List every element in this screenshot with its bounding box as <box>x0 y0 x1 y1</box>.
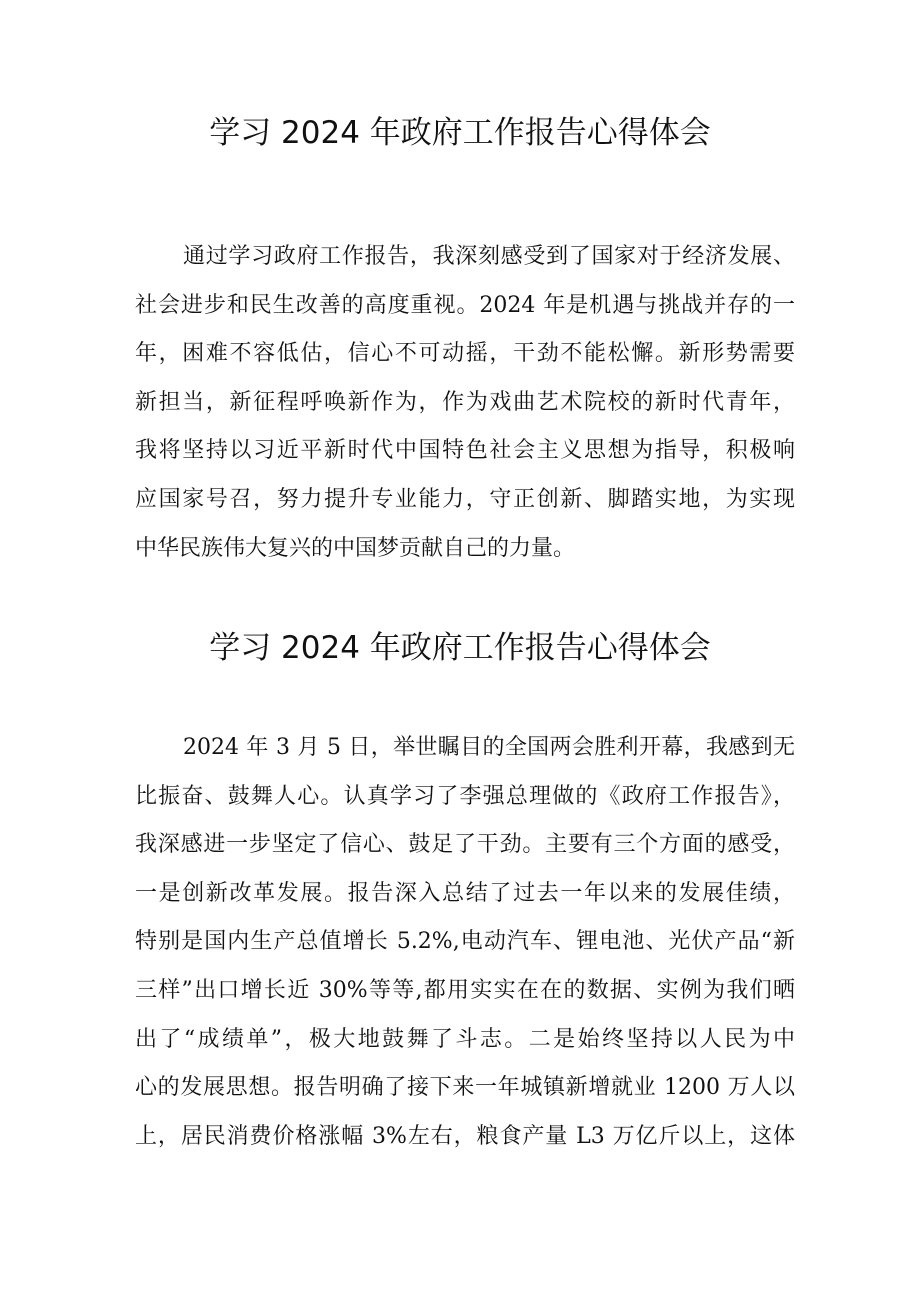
paragraph-line: 年，困难不容低估，信心不可动摇，干劲不能松懈。新形势需要 <box>135 341 795 367</box>
paragraph <box>135 724 795 1161</box>
paragraph-line: 新担当，新征程呼唤新作为，作为戏曲艺术院校的新时代青年， <box>135 389 795 415</box>
paragraph-line: 应国家号召，努力提升专业能力，守正创新、脚踏实地，为实现 <box>135 486 795 512</box>
paragraph-line: 通过学习政府工作报告，我深刻感受到了国家对于经济发展、 <box>183 244 795 269</box>
section-title: 学习 2024 年政府工作报告心得体会 <box>209 115 711 151</box>
paragraph-line: 社会进步和民生改善的高度重视。2024 年是机遇与挑战并存的一 <box>135 292 795 318</box>
paragraph-line: 我深感进一步坚定了信心、鼓足了干劲。主要有三个方面的感受， <box>135 832 795 858</box>
paragraph-line: 特别是国内生产总值增长 5.2%,电动汽车、锂电池、光伏产品“新 <box>135 929 795 955</box>
paragraph-line: 我将坚持以习近平新时代中国特色社会主义思想为指导，积极响 <box>135 438 795 464</box>
paragraph-line: 一是创新改革发展。报告深入总结了过去一年以来的发展佳绩， <box>135 880 795 906</box>
section-title: 学习 2024 年政府工作报告心得体会 <box>209 630 711 666</box>
paragraph-line: 比振奋、鼓舞人心。认真学习了李强总理做的《政府工作报告》， <box>135 783 795 809</box>
paragraph-line: 上，居民消费价格涨幅 3%左右，粮食产量 L3 万亿斤以上，这体 <box>135 1123 795 1149</box>
paragraph-line: 2024 年 3 月 5 日，举世瞩目的全国两会胜利开幕，我感到无 <box>183 735 795 760</box>
paragraph-line: 心的发展思想。报告明确了接下来一年城镇新增就业 1200 万人以 <box>135 1075 795 1101</box>
paragraph-line: 出了“成绩单”，极大地鼓舞了斗志。二是始终坚持以人民为中 <box>135 1026 795 1052</box>
paragraph-line: 三样”出口增长近 30%等等,都用实实在在的数据、实例为我们晒 <box>135 977 795 1003</box>
paragraph <box>135 233 795 573</box>
paragraph-line: 中华民族伟大复兴的中国梦贡献自己的力量。 <box>135 535 576 561</box>
